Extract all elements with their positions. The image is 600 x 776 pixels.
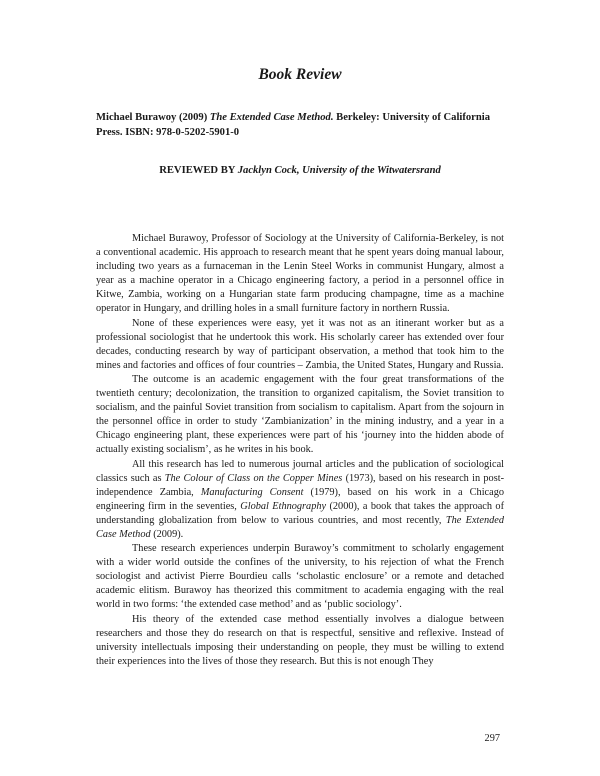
reviewed-by-label: REVIEWED BY <box>159 165 236 176</box>
paragraph-1: Michael Burawoy, Professor of Sociology at the University of California-Berkeley, is not a conventional academic. His approach to research meant that he spent years doing manual labour, including two years as a furnaceman in the Lenin Steel Works in communist Hungary, almost a year as a machine operator in a Chicago engineering factory, a period in a personnel office in Kitwe, Zambia, working on a Hungarian state farm producing champagne, time as a machine operator in Hungary, and drilling holes in a small furniture factory in northern Russia. <box>96 233 504 315</box>
reviewer-name: Jacklyn Cock, University of the Witwatersrand <box>237 165 441 176</box>
book-title-colour-of-class: The Colour of Class on the Copper Mines <box>164 472 343 484</box>
paragraph-4-text: (1979), based on his work in a Chicago engineering firm in the seventies, <box>96 486 504 512</box>
review-body <box>96 232 504 669</box>
paragraph-4-text: All this research has led to numerous journal articles and the publication of sociological classics such as <box>96 458 504 484</box>
paragraph-2: None of these experiences were easy, yet it was not as an itinerant worker but as a professional sociologist that he undertook this work. His scholarly career has extended over four decades, conducting research by way of participant observation, a method that took him to the mines and factories and offices of four countries – Zambia, the United States, Hungary and Russia. <box>96 317 504 371</box>
book-title-global-ethnography: Global Ethnography <box>240 500 327 512</box>
paragraph-5: These research experiences underpin Burawoy’s commitment to scholarly engagement with a wider world outside the confines of the university, to his rejection of what the French sociologist and activist Pierre Bourdieu calls ‘scholastic enclosure’ or a remote and detached academic elitism. Burawoy has theorized this commitment to academia engaging with the real world in two forms: ‘the extended case method’ and as ‘public sociology’. <box>96 543 504 611</box>
book-title-extended-case-method: The Extended Case Method <box>96 514 504 540</box>
book-title-manufacturing-consent: Manufacturing Consent <box>200 486 304 498</box>
citation-publisher: Berkeley: University of California Press. ISBN: 978-0-5202-5901-0 <box>96 112 491 138</box>
paragraph-4-text: (2009). <box>150 528 184 540</box>
paragraph-6: His theory of the extended case method essentially involves a dialogue between researchers and those they do research on that is respectful, sensitive and reflexive. Instead of university intellectuals imposing their understanding on people, they must be willing to extend their experiences into the lives of those they research. But this is not enough They <box>96 613 504 667</box>
page-title: Book Review <box>258 66 342 83</box>
paragraph-4 <box>96 458 504 543</box>
citation-book-title: The Extended Case Method. <box>209 112 334 123</box>
reviewed-by-line <box>0 165 600 176</box>
paragraph-4-text: (2000), a book that takes the approach of understanding globalization from below to various countries, and most recently, <box>96 500 504 526</box>
citation-authors-year: Michael Burawoy (2009) <box>96 112 208 123</box>
paragraph-3: The outcome is an academic engagement with the four great transformations of the twentieth century; decolonization, the transition to organized capitalism, the Soviet transition to socialism, and the painful Soviet transition from socialism to capitalism. Apart from the sojourn in the personnel office in order to study ‘Zambianization’ in the mining industry, and a year in a Chicago engineering plant, these experiences were part of his ‘journey into the hidden abode of actually existing socialism’, as he writes in his book. <box>96 373 504 456</box>
paragraph-4-text: (1973), based on his research in post-independence Zambia, <box>96 472 504 498</box>
book-citation <box>96 110 506 140</box>
page-number: 297 <box>484 733 500 744</box>
